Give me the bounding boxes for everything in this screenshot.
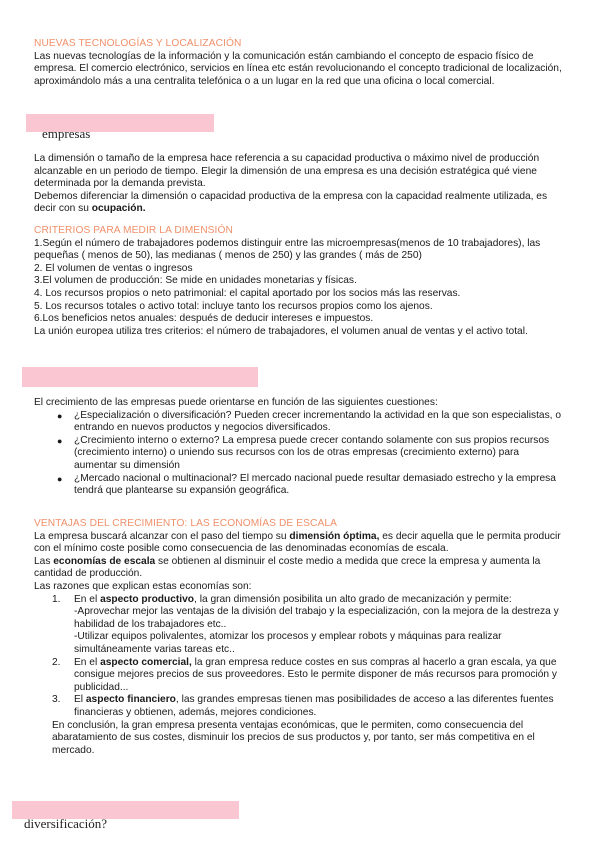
numbered-item: 2. En el aspecto comercial, la gran empresa reduce costes en sus compras al hacerlo a gran escala, ya que consigue mejores precios de sus proveedores. Esto le permite disponer de más recursos para promoción y publicidad...	[52, 656, 558, 693]
highlight-bar	[22, 367, 258, 387]
list-item: 1.Según el número de trabajadores podemos distinguir entre las microempresas(menos de 10 trabajadores), las pequeñas ( menos de 50), las medianas ( menos de 250) y las grandes ( más de 250)	[34, 237, 541, 262]
paragraph: Las razones que explican estas economías son:	[34, 580, 252, 592]
paragraph: El crecimiento de las empresas puede orientarse en función de las siguientes cuestiones:	[34, 397, 438, 408]
paragraph: Debemos diferenciar la dimensión o capacidad productiva de la empresa con la capacidad realmente utilizada, es decir con su ocupación.	[34, 190, 548, 215]
numbered-list	[34, 594, 564, 720]
bullet-item: ● ¿Mercado nacional o multinacional? El mercado nacional puede resultar demasiado estrecho y la empresa tendrá que plantearse su expansión geográfica.	[57, 472, 556, 497]
sub-item: -Utilizar equipos polivalentes, atomizar los procesos y emplear robots y máquinas para realizar simultáneamente varias tareas etc..	[74, 631, 502, 655]
paragraph: Las nuevas tecnologías de la información y la comunicación están cambiando el concepto de espacio físico de empresa. El comercio electrónico, servicios en línea etc están revolucionando el concepto tradicional de localización, aproximándolo más a una centralita telefónica o a un lugar en la red que una oficina o local comercial.	[34, 50, 562, 87]
section-heading: VENTAJAS DEL CRECIMIENTO: LAS ECONOMÍAS DE ESCALA	[34, 518, 338, 529]
section-nuevas-tecnologias	[34, 38, 564, 88]
section-criterios	[34, 225, 564, 338]
list-item: 3.El volumen de producción: Se mide en unidades monetarias y físicas.	[34, 275, 357, 287]
section-heading: CRITERIOS PARA MEDIR LA DIMENSIÓN	[34, 225, 233, 236]
paragraph: En conclusión, la gran empresa presenta ventajas económicas, que le permiten, como consecuencia del abaratamiento de sus costes, disminuir los precios de sus productos y, por tanto, ser más competitiva en el mercado.	[52, 719, 535, 756]
numbered-item: 3. El aspecto financiero, las grandes empresas tienen mas posibilidades de acceso a las diferentes fuentes financieras y obtienen, además, mejores condiciones.	[52, 694, 554, 718]
bold-term: ocupación.	[91, 203, 146, 215]
list-item: 2. El volumen de ventas o ingresos	[34, 262, 193, 274]
section-ventajas	[34, 518, 564, 757]
bullet-icon: ●	[57, 410, 63, 421]
bullet-icon: ●	[57, 435, 63, 446]
bullet-list	[34, 410, 564, 498]
paragraph: La unión europea utiliza tres criterios: el número de trabajadores, el volumen anual de ventas y el activo total.	[34, 325, 528, 337]
section-crecimiento	[34, 397, 564, 498]
bullet-item: ● ¿Especialización o diversificación? Pueden crecer incrementando la actividad en la que son especialistas, o entrando en nuevos productos y negocios diversificados.	[57, 409, 562, 434]
list-item: 5. Los recursos totales o activo total: incluye tanto los recursos propios como los ajenos.	[34, 300, 433, 312]
clipped-heading: diversificación?	[24, 816, 108, 831]
section-heading: NUEVAS TECNOLOGÍAS Y LOCALIZACIÓN	[34, 38, 242, 49]
sub-item: -Aprovechar mejor las ventajas de la división del trabajo y la especialización, con la mejora de la destreza y habilidad de los trabajadores etc..	[74, 606, 559, 630]
clipped-heading: empresas	[42, 126, 91, 141]
section-dimension	[34, 153, 564, 216]
numbered-item: 1. En el aspecto productivo, la gran dimensión posibilita un alto grado de mecanización y permite: -Aprovechar mejor las ventajas de la división del trabajo y la especialización, con la mejora de la destreza y habilidad de los trabajadores etc.. -Utilizar equipos polivalentes, atomizar los procesos y emplear robots y máquinas para realizar simultáneamente varias tareas etc..	[34, 594, 564, 657]
list-item: 4. Los recursos propios o neto patrimonial: el capital aportado por los socios más las reservas.	[34, 287, 461, 299]
paragraph: La dimensión o tamaño de la empresa hace referencia a su capacidad productiva o máximo nivel de producción alcanzable en un periodo de tiempo. Elegir la dimensión de una empresa es una decisión estratégica qué viene determinada por la demanda prevista.	[34, 153, 540, 190]
bullet-item: ● ¿Crecimiento interno o externo? La empresa puede crecer contando solamente con sus propios recursos (crecimiento interno) o uniendo sus recursos con los de otras empresas (crecimiento externo) para aumentar su dimensión	[57, 434, 550, 471]
paragraph: Las economías de escala se obtienen al disminuir el coste medio a medida que crece la empresa y aumenta la cantidad de producción.	[34, 555, 541, 580]
list-item: 6.Los beneficios netos anuales: después de deducir intereses e impuestos.	[34, 313, 374, 325]
paragraph: La empresa buscará alcanzar con el paso del tiempo su dimensión óptima, es decir aquella que le permita producir con el mínimo coste posible como consecuencia de las denominadas economías de escala.	[34, 530, 561, 555]
bullet-icon: ●	[57, 473, 63, 484]
